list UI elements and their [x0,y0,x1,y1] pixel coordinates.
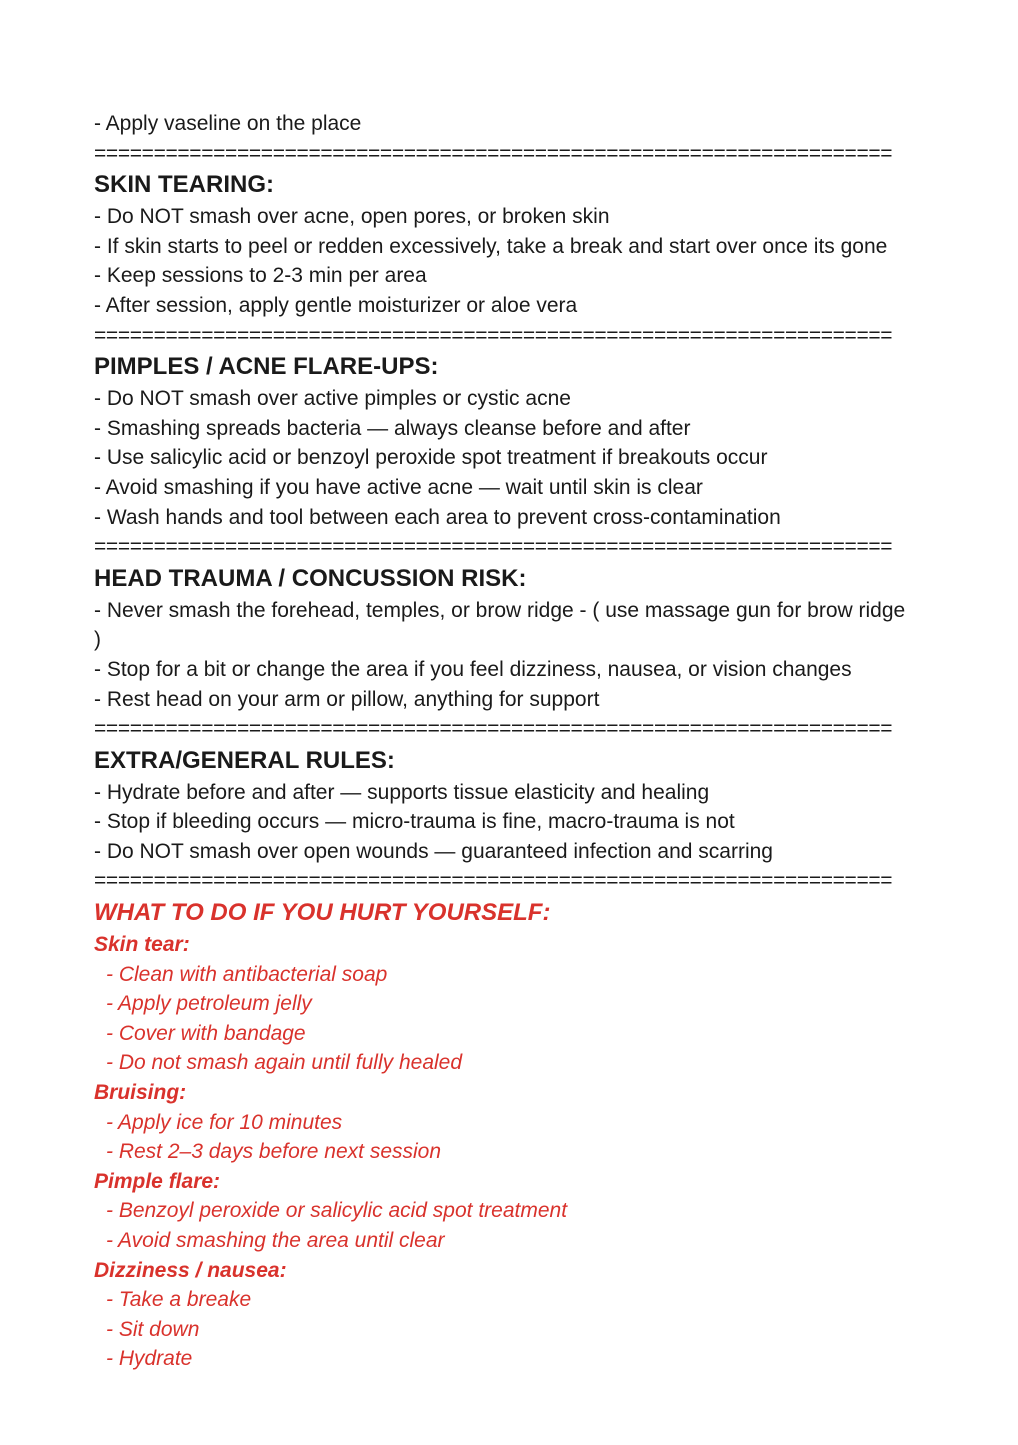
separator: =================================================================== [94,323,893,347]
list-item: - Hydrate [106,1347,193,1371]
list-item: - If skin starts to peel or redden excessively, take a break and start over once its gone [94,234,888,258]
section-pimples-acne [94,350,944,532]
separator: =================================================================== [94,535,893,559]
list-item: - Do NOT smash over open wounds — guaranteed infection and scarring [94,839,773,863]
injury-title: WHAT TO DO IF YOU HURT YOURSELF: [94,899,551,927]
injury-group-skin-tear [94,930,944,1078]
list-item: - Apply ice for 10 minutes [106,1110,343,1134]
list-item: - Sit down [106,1317,200,1341]
list-item: - Hydrate before and after — supports tissue elasticity and healing [94,780,710,804]
section-head-trauma [94,562,944,714]
list-item: - Do NOT smash over active pimples or cystic acne [94,387,571,411]
document-page [94,109,944,1374]
separator: =================================================================== [94,869,893,893]
list-item: - Avoid smashing if you have active acne — wait until skin is clear [94,475,703,499]
list-item: - Do NOT smash over acne, open pores, or broken skin [94,205,610,229]
list-item: - Cover with bandage [106,1021,306,1045]
section-injury [94,896,944,1374]
injury-group-bruising [94,1078,944,1167]
list-item: - Benzoyl peroxide or salicylic acid spot treatment [106,1199,568,1223]
injury-group-label: Skin tear: [94,933,190,957]
list-item: - Keep sessions to 2-3 min per area [94,264,427,288]
section-title: PIMPLES / ACNE FLARE-UPS: [94,353,439,381]
list-item: - Never smash the forehead, temples, or brow ridge - ( use massage gun for brow ridge ) [94,598,906,652]
list-item: - Use salicylic acid or benzoyl peroxide spot treatment if breakouts occur [94,446,768,470]
list-item: - Do not smash again until fully healed [106,1051,463,1075]
injury-group-dizziness [94,1256,944,1374]
section-title: EXTRA/GENERAL RULES: [94,746,395,774]
intro-line: - Apply vaseline on the place [94,112,362,135]
list-item: - Clean with antibacterial soap [106,962,388,986]
list-item: - Smashing spreads bacteria — always cleanse before and after [94,416,691,440]
injury-group-pimple-flare [94,1167,944,1256]
list-item: - Stop for a bit or change the area if you feel dizziness, nausea, or vision changes [94,657,852,681]
list-item: - Rest 2–3 days before next session [106,1140,442,1164]
list-item: - Stop if bleeding occurs — micro-trauma is fine, macro-trauma is not [94,810,735,834]
list-item: - Wash hands and tool between each area to prevent cross-contamination [94,505,781,529]
injury-group-label: Dizziness / nausea: [94,1258,287,1282]
section-title: SKIN TEARING: [94,171,274,199]
section-general-rules [94,744,944,867]
list-item: - Apply petroleum jelly [106,992,312,1016]
list-item: - Rest head on your arm or pillow, anything for support [94,687,600,711]
injury-group-label: Pimple flare: [94,1169,221,1193]
injury-group-label: Bruising: [94,1081,187,1105]
section-skin-tearing [94,168,944,320]
separator: =================================================================== [94,717,893,741]
list-item: - After session, apply gentle moisturizer or aloe vera [94,293,578,317]
section-title: HEAD TRAUMA / CONCUSSION RISK: [94,564,527,592]
list-item: - Take a breake [106,1288,252,1312]
separator: =================================================================== [94,141,893,165]
list-item: - Avoid smashing the area until clear [106,1229,445,1252]
